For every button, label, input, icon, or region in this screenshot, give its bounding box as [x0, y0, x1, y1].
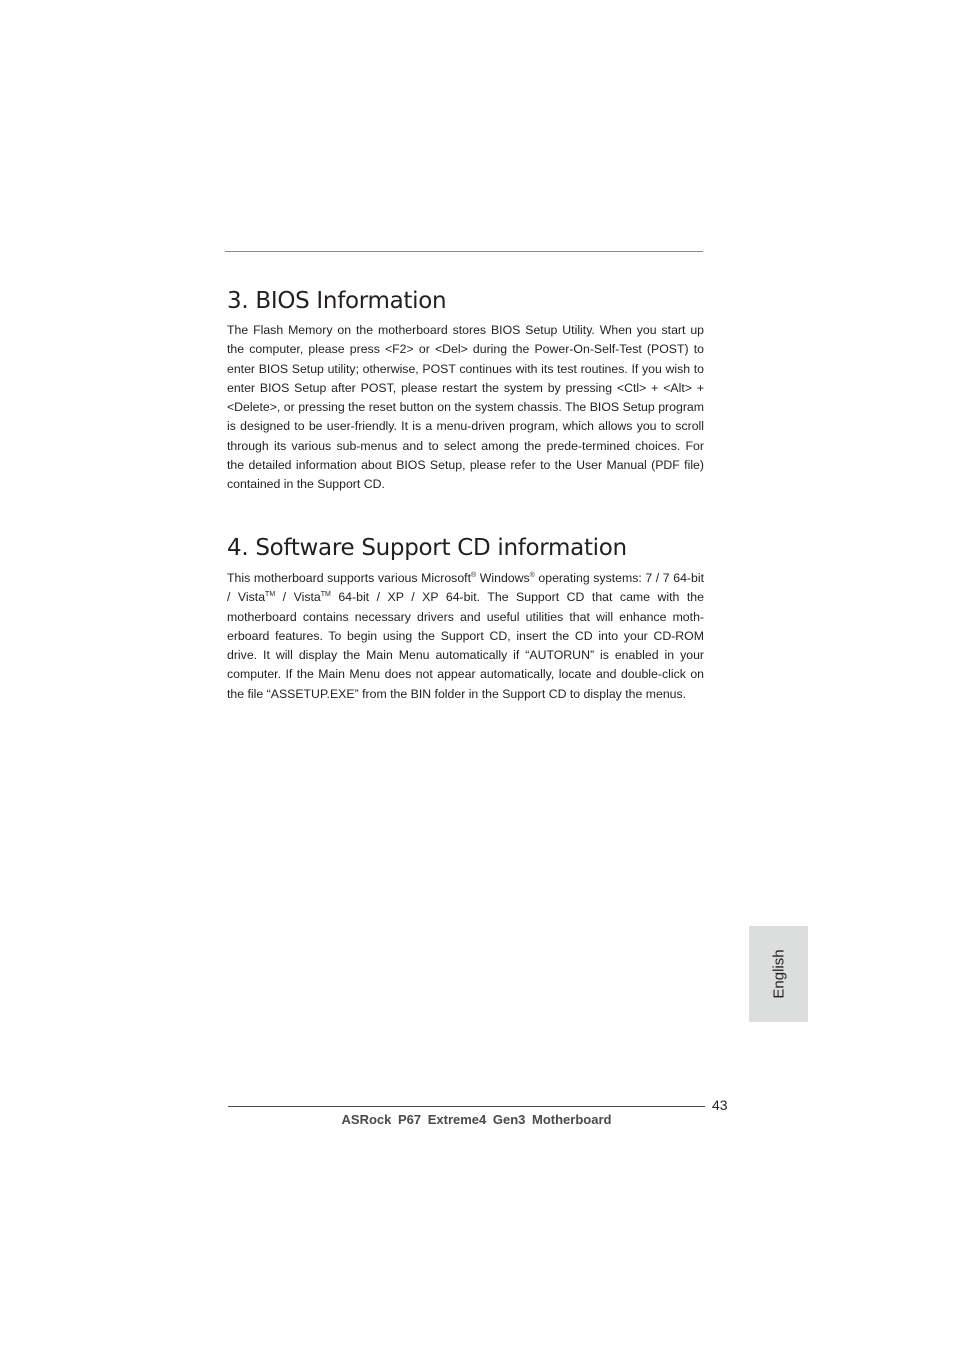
software-support-cd-heading: 4. Software Support CD information: [227, 535, 627, 561]
top-divider: [225, 251, 703, 252]
body-text: / Vista: [275, 590, 321, 605]
page-number: 43: [712, 1097, 728, 1113]
footer-divider: [228, 1106, 705, 1107]
footer-product-name: ASRock P67 Extreme4 Gen3 Motherboard: [341, 1112, 612, 1127]
trademark-mark: TM: [265, 591, 276, 599]
body-text: This motherboard supports various Microsoft: [227, 571, 471, 585]
language-tab: [749, 926, 808, 1022]
trademark-mark: TM: [320, 591, 331, 599]
bios-information-heading: 3. BIOS Information: [227, 288, 447, 314]
body-text: operating systems: 7 / 7 64-bit / Vista: [227, 571, 704, 605]
registered-mark: ®: [471, 572, 477, 579]
body-text: Windows: [476, 571, 530, 585]
software-support-cd-paragraph: [227, 569, 704, 704]
registered-mark: ®: [529, 572, 535, 579]
language-tab-label: English: [770, 949, 787, 999]
body-text: 64-bit / XP / XP 64-bit. The Support CD that came with the motherboard contains necessary drivers and useful utilities that will enhance moth-erboard features. To begin using the Support CD, insert the CD into your CD-ROM drive. It will display the Main Menu automatically if “AUTORUN” is enabled in your computer. If the Main Menu does not appear automatically, locate and double-click on the file “ASSETUP.EXE” from the BIN folder in the Support CD to display the menus.: [227, 590, 704, 701]
bios-information-paragraph: The Flash Memory on the motherboard stores BIOS Setup Utility. When you start up the computer, please press <F2> or <Del> during the Power-On-Self-Test (POST) to enter BIOS Setup utility; otherwise, POST continues with its test routines. If you wish to enter BIOS Setup after POST, please restart the system by pressing <Ctl> + <Alt> + <Delete>, or pressing the reset button on the system chassis. The BIOS Setup program is designed to be user-friendly. It is a menu-driven program, which allows you to scroll through its various sub-menus and to select among the prede-termined choices. For the detailed information about BIOS Setup, please refer to the User Manual (PDF file) contained in the Support CD.: [227, 323, 704, 492]
